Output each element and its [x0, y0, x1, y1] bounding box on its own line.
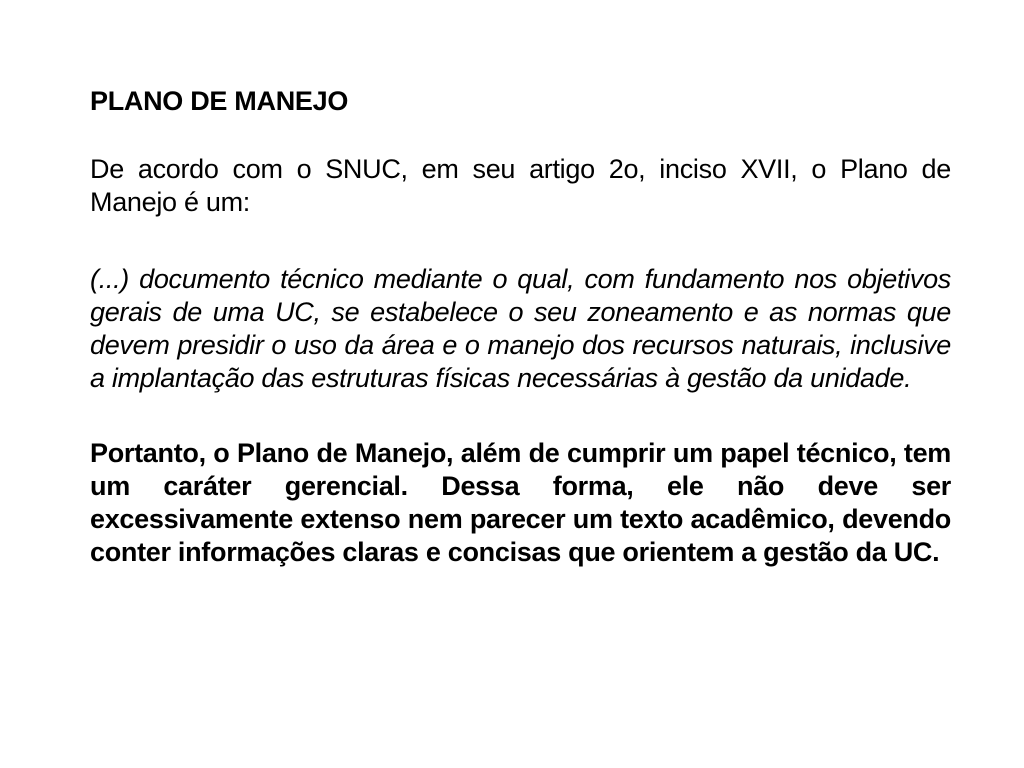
slide-title: PLANO DE MANEJO — [90, 86, 349, 116]
quote-paragraph: (...) documento técnico mediante o qual, com fundamento nos objetivos gerais de uma UC, se estabelece o seu zoneamento e as normas que devem presidir o uso da área e o manejo dos recursos naturais, inclusive a implantação das estruturas físicas necessárias à gestão da unidade. — [90, 264, 951, 393]
conclusion-paragraph: Portanto, o Plano de Manejo, além de cumprir um papel técnico, tem um caráter gerencial. Dessa forma, ele não deve ser excessivamente extenso nem parecer um texto acadêmico, devendo conter informações claras e concisas que orientem a gestão da UC. — [90, 438, 951, 567]
intro-paragraph: De acordo com o SNUC, em seu artigo 2o, inciso XVII, o Plano de Manejo é um: — [90, 154, 951, 217]
slide-content — [90, 84, 951, 569]
